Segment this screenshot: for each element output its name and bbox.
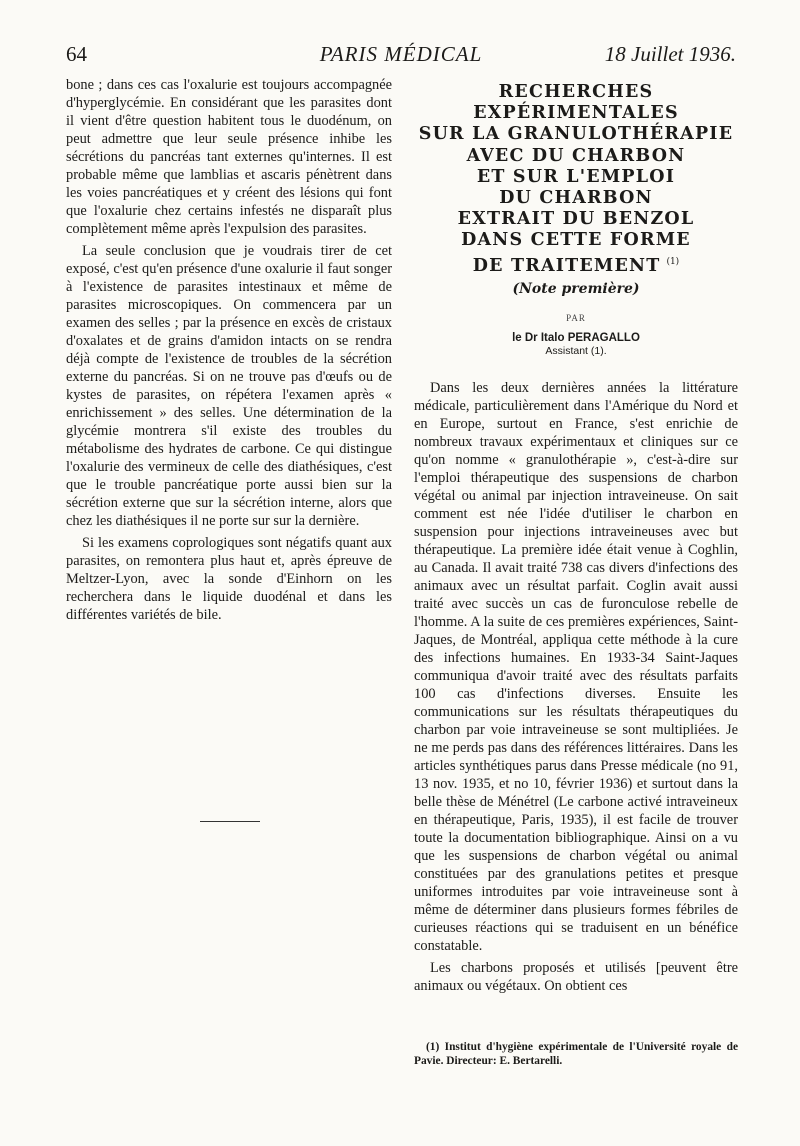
- page-header: [66, 42, 736, 72]
- left-paragraph-3: Si les examens coprologiques sont négatifs quant aux parasites, on remontera plus haut et, après épreuve de Meltzer-Lyon, avec la sonde d'Einhorn on les recherchera dans le liquide duodénal et dans les différentes variétés de bile.: [66, 535, 392, 623]
- title-line: ET SUR L'EMPLOI: [476, 166, 676, 187]
- title-line-text: DE TRAITEMENT: [472, 255, 661, 276]
- title-line: EXPÉRIMENTALES: [473, 103, 679, 124]
- column-end-rule: [200, 821, 260, 822]
- journal-title: PARIS MÉDICAL: [319, 42, 483, 66]
- title-line: RECHERCHES: [498, 82, 654, 102]
- article-subtitle: (Note première): [512, 280, 640, 297]
- issue-date: 18 Juillet 1936.: [604, 42, 736, 66]
- page-number: 64: [66, 42, 87, 66]
- article-title: [414, 82, 738, 357]
- left-paragraph-1: bone ; dans ces cas l'oxalurie est toujours accompagnée d'hyperglycémie. En considérant que les parasites dont il vient d'être question habitent tous le duodénum, on peut admettre que leur seule présence inhibe les sécrétions du pancréas tant externes qu'internes. Il est probable même que lamblias et ascaris pénètrent dans les voies pancréatiques et y créent des lésions qui font que l'oxalurie chez certains infestés ne disparaît plus complètement même après l'expulsion des parasites.: [66, 77, 392, 237]
- byline-par: PAR: [566, 312, 586, 323]
- title-line: AVEC DU CHARBON: [466, 145, 686, 166]
- article-paragraph-2: Les charbons proposés et utilisés [peuvent être animaux ou végétaux. On obtient ces: [414, 959, 738, 994]
- footnote: (1) Institut d'hygiène expérimentale de l'Université royale de Pavie. Directeur: E. Bertarelli.: [414, 1041, 738, 1067]
- author-role: Assistant (1).: [545, 344, 607, 357]
- left-paragraph-2: La seule conclusion que je voudrais tirer de cet exposé, c'est qu'en présence d'une oxalurie il faut songer à l'existence de parasites intestinaux et même de parasites microscopiques. On commencera par un examen des selles ; par la présence en excès de cristaux d'oxalates et de grains d'amidon intacts on se rendra déjà compte de l'existence de troubles de la sécrétion externe du pancréas. Si on ne trouve pas d'œufs ou de kystes de parasites, on répétera l'examen après « enrichissement » des selles. Une détermination de la glycémie montrera s'il existe des troubles du métabolisme des hydrates de carbone. Ce qui distingue l'oxalurie des vermineux de celle des diathésiques, c'est que le trouble pancréatique porte aussi bien sur la sécrétion externe que sur la sécrétion interne, alors que chez les diathésiques il ne porte sur sur la dernière.: [66, 243, 392, 529]
- left-column: [66, 76, 392, 624]
- title-line-last: [414, 252, 738, 277]
- title-line: DU CHARBON: [499, 188, 653, 209]
- title-line: EXTRAIT DU BENZOL: [457, 209, 695, 230]
- article-paragraph-1: Dans les deux dernières années la littérature médicale, particulièrement dans l'Amérique du Nord et en Europe, surtout en France, s'est enrichie de nombreux travaux expérimentaux et cliniques sur ce qu'on nomme « granulothérapie », c'est-à-dire sur l'emploi thérapeutique des suspensions de charbon végétal ou animal par injection intraveineuse. On sait comment est née l'idée d'utiliser le charbon en suspension pour injections intraveineuses avec but thérapeutique. La première idée était venue à Coghlin, au Canada. Il avait traité 738 cas divers d'infections des animaux avec un résultat parfait. Coglin avait aussi traité avec succès un cas de furonculose rebelle de l'homme. A la suite de ces premières expériences, Saint-Jaques, de Montréal, appliqua cette méthode à la cure des infections humaines. En 1933-34 Saint-Jaques communiqua d'avoir traité avec des résultats parfaits 100 cas d'infections diverses. Ensuite les communications sur les résultats thérapeutiques du charbon par voie intraveineuse se sont multipliées. Je ne me perds pas dans des références littéraires. Dans les articles synthétiques parus dans Presse médicale (no 91, 13 nov. 1935, et no 10, février 1936) et surtout dans la belle thèse de Ménétrel (Le carbone activé intraveineux en thérapeutique, Paris, 1935), il est facile de trouver toute la documentation bibliographique. Ainsi on a vu que les suspensions de charbon végétal ou animal constituées par des granulations petites et presque uniformes introduites par voie intraveineuse sont à même de déterminer dans plusieurs formes fébriles de curieuses réactions qui se traduisent en un bénéfice constatable.: [414, 379, 738, 954]
- article-body: [414, 379, 738, 995]
- title-line: SUR LA GRANULOTHÉRAPIE: [418, 124, 734, 145]
- author-name: le Dr Italo PERAGALLO: [512, 331, 640, 344]
- title-line: DANS CETTE FORME: [461, 230, 691, 251]
- right-column: [414, 76, 738, 995]
- title-footnote-marker: (1): [666, 256, 680, 267]
